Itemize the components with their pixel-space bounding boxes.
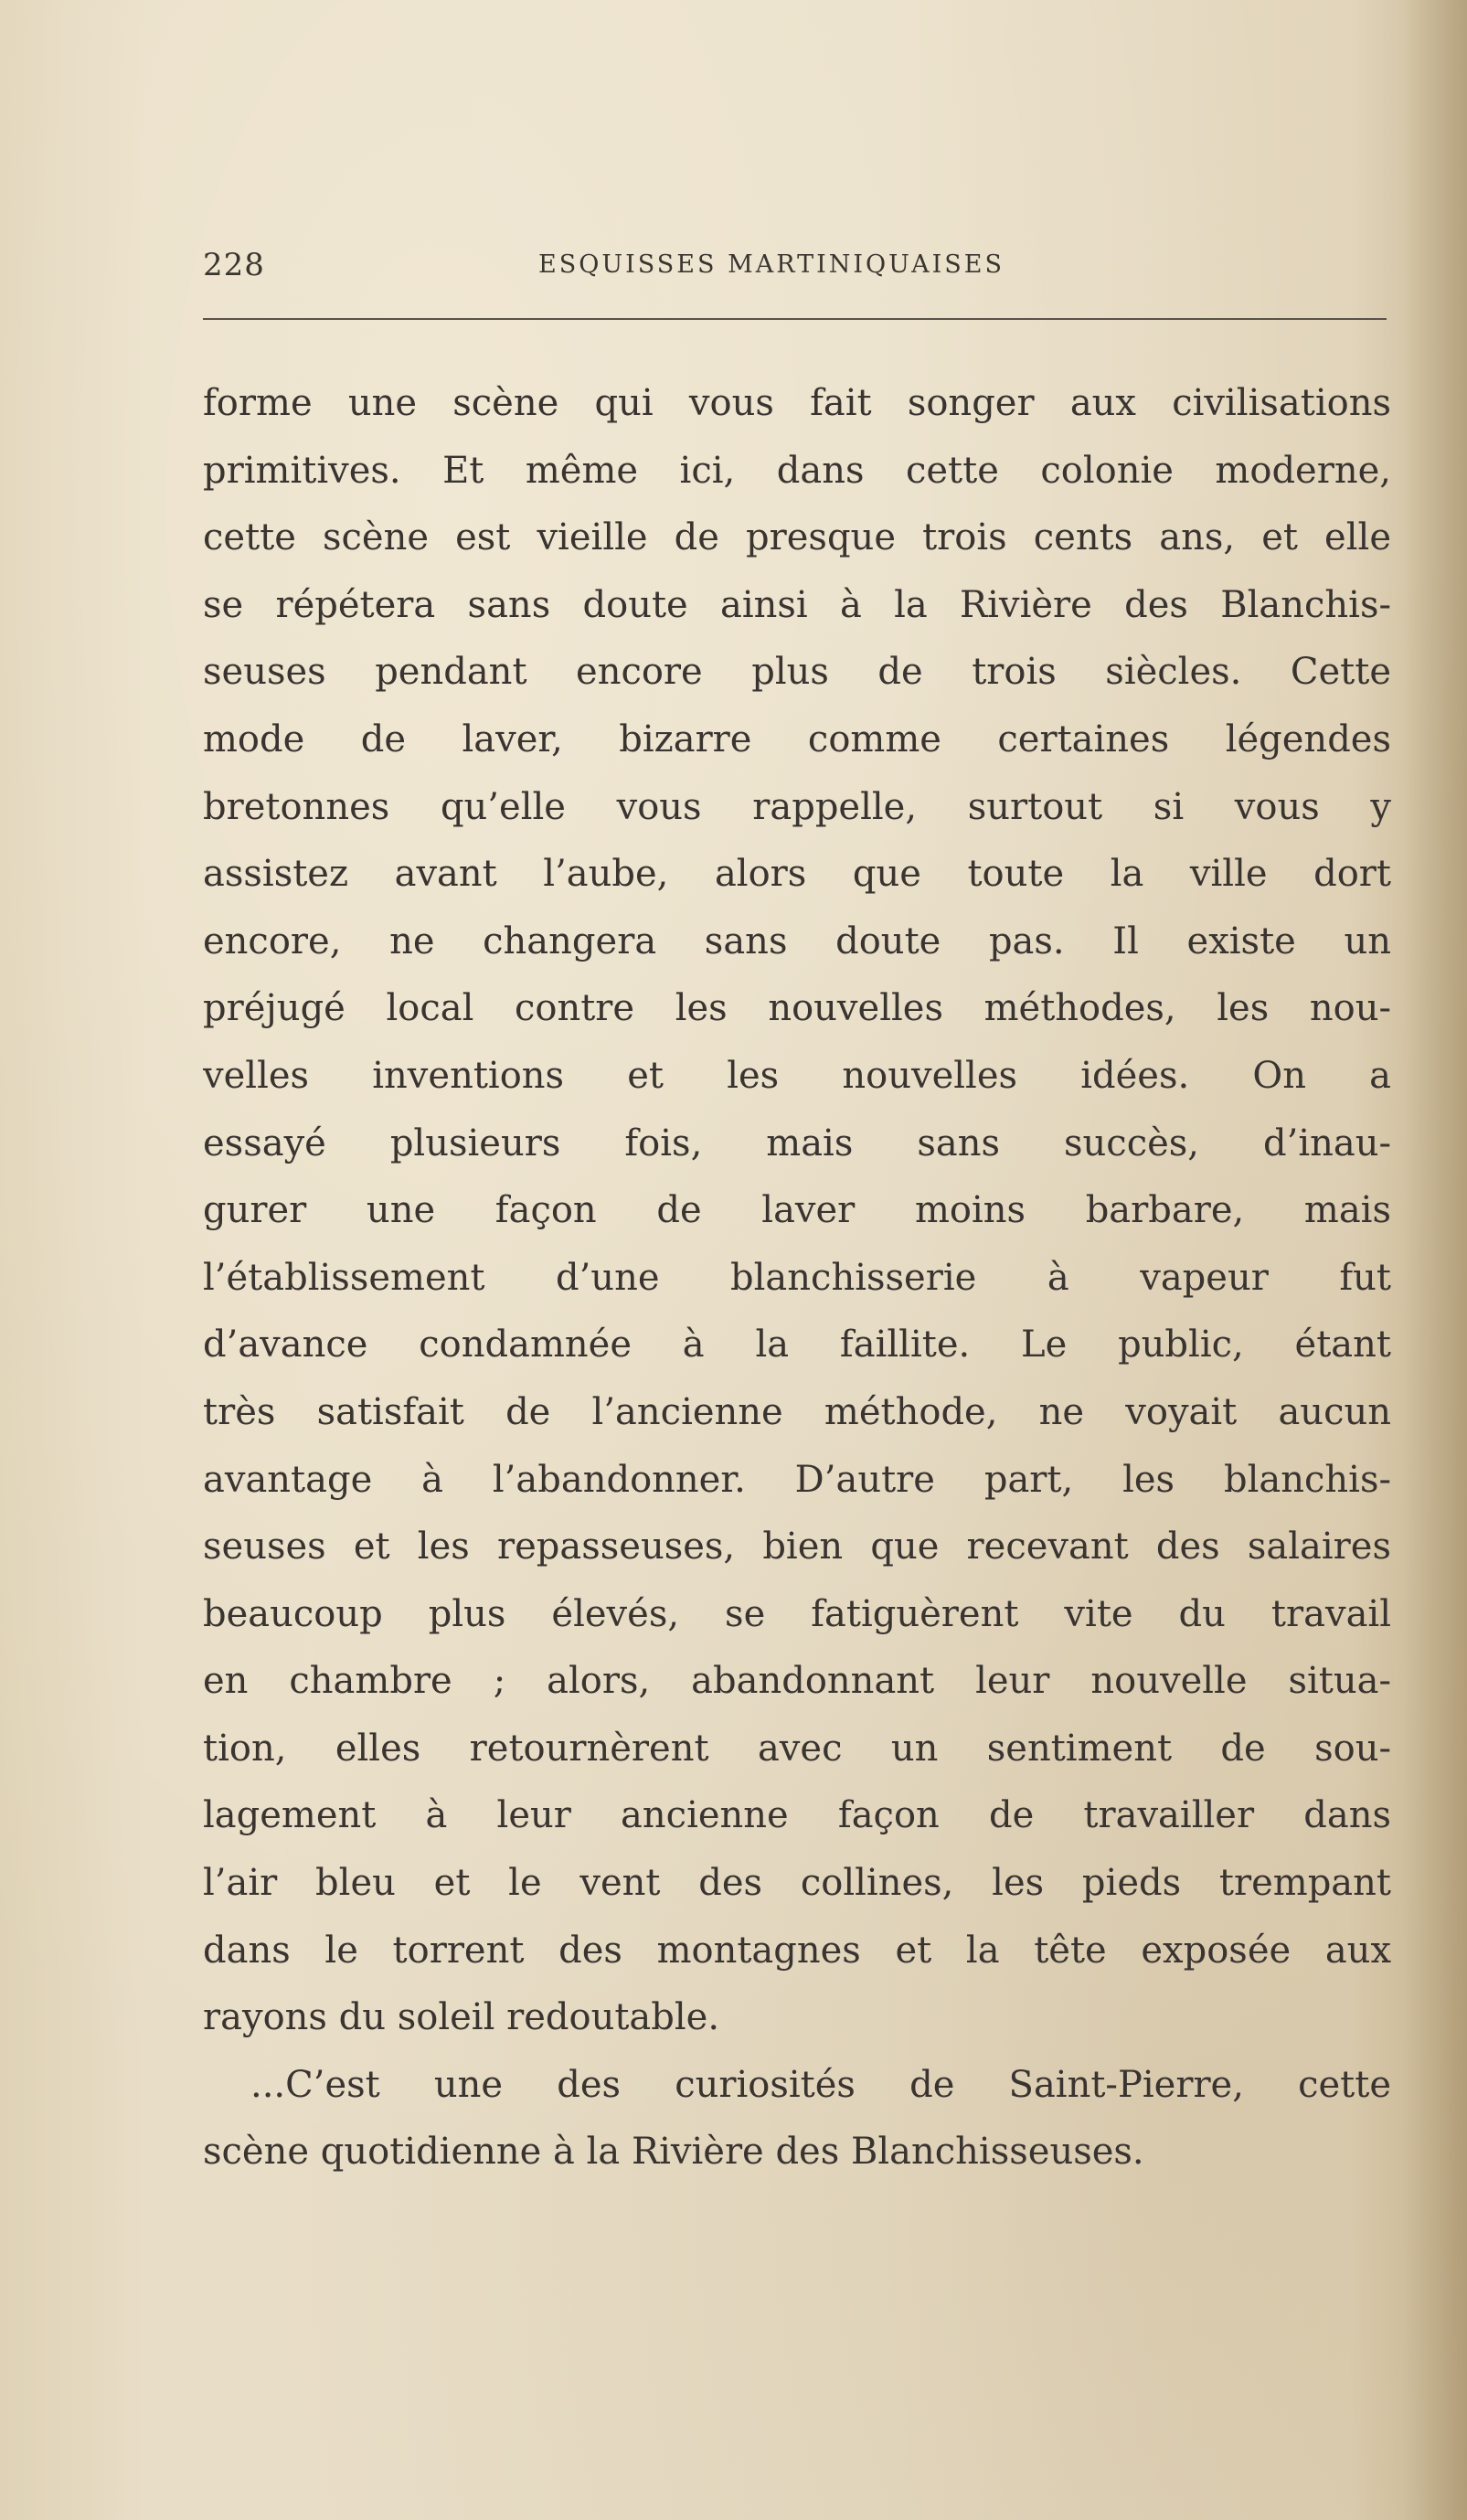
text-line: lagement à leur ancienne façon de travailler dans bbox=[203, 1794, 1391, 1837]
text-line: assistez avant l’aube, alors que toute la ville dort bbox=[203, 853, 1391, 896]
text-line: velles inventions et les nouvelles idées. On a bbox=[203, 1054, 1391, 1097]
body-text bbox=[203, 370, 1391, 2186]
page-number: 228 bbox=[203, 247, 265, 283]
text-line: seuses pendant encore plus de trois siècles. Cette bbox=[203, 651, 1391, 694]
text-line: primitives. Et même ici, dans cette colonie moderne, bbox=[203, 449, 1391, 492]
running-title: ESQUISSES MARTINIQUAISES bbox=[538, 250, 1005, 279]
running-header bbox=[203, 247, 1387, 302]
text-line: encore, ne changera sans doute pas. Il existe un bbox=[203, 920, 1391, 962]
text-line: se répétera sans doute ainsi à la Rivière des Blanchis- bbox=[203, 583, 1391, 626]
text-line: l’air bleu et le vent des collines, les pieds trempant bbox=[203, 1862, 1391, 1905]
text-line: essayé plusieurs fois, mais sans succès, d’inau- bbox=[203, 1122, 1391, 1164]
text-line: l’établissement d’une blanchisserie à vapeur fut bbox=[203, 1256, 1391, 1299]
text-line: gurer une façon de laver moins barbare, mais bbox=[203, 1189, 1391, 1232]
text-line: préjugé local contre les nouvelles méthodes, les nou- bbox=[203, 987, 1391, 1030]
text-line: en chambre ; alors, abandonnant leur nouvelle situa- bbox=[203, 1660, 1391, 1703]
header-rule bbox=[203, 318, 1387, 320]
text-line: seuses et les repasseuses, bien que recevant des salaires bbox=[203, 1526, 1391, 1568]
text-line: avantage à l’abandonner. D’autre part, les blanchis- bbox=[203, 1458, 1391, 1501]
text-line: d’avance condamnée à la faillite. Le public, étant bbox=[203, 1324, 1391, 1366]
paragraph-end-line: rayons du soleil redoutable. bbox=[203, 1996, 720, 2039]
text-line: beaucoup plus élevés, se fatiguèrent vite du travail bbox=[203, 1592, 1391, 1635]
paragraph-end-line: scène quotidienne à la Rivière des Blanchisseuses. bbox=[203, 2131, 1144, 2174]
text-line: ...C’est une des curiosités de Saint-Pierre, cette bbox=[250, 2063, 1391, 2106]
text-line: mode de laver, bizarre comme certaines légendes bbox=[203, 718, 1391, 760]
page-edge-shadow bbox=[1403, 0, 1467, 2520]
text-line: cette scène est vieille de presque trois cents ans, et elle bbox=[203, 516, 1391, 559]
text-line: forme une scène qui vous fait songer aux civilisations bbox=[203, 382, 1391, 424]
text-line: tion, elles retournèrent avec un sentiment de sou- bbox=[203, 1727, 1391, 1770]
text-line: très satisfait de l’ancienne méthode, ne voyait aucun bbox=[203, 1390, 1391, 1433]
text-line: bretonnes qu’elle vous rappelle, surtout si vous y bbox=[203, 785, 1391, 828]
text-line: dans le torrent des montagnes et la tête exposée aux bbox=[203, 1929, 1391, 1972]
